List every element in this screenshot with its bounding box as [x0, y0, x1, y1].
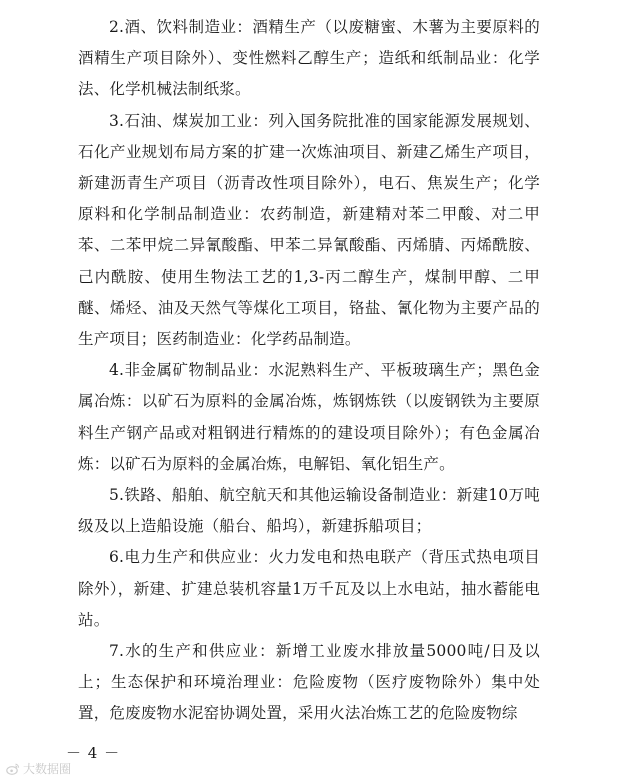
paragraph-item-6: 6.电力生产和供应业：火力发电和热电联产（背压式热电项目除外），新建、扩建总装机容量1万千瓦及以上水电站，抽水蓄能电站。 — [78, 548, 540, 629]
paragraph-item-5: 5.铁路、船舶、航空航天和其他运输设备制造业：新建10万吨级及以上造船设施（船台、船坞），新建拆船项目； — [78, 486, 540, 536]
page-number: － 4 － — [66, 744, 121, 762]
paragraph-item-7: 7.水的生产和供应业：新增工业废水排放量5000吨/日及以上；生态保护和环境治理业：危险废物（医疗废物除外）集中处置，危废废物水泥窑协调处置，采用火法冶炼工艺的危险废物综 — [78, 642, 540, 723]
weibo-logo-icon — [6, 762, 20, 776]
paragraph-item-3: 3.石油、煤炭加工业：列入国务院批准的国家能源发展规划、石化产业规划布局方案的扩建一次炼油项目、新建乙烯生产项目，新建沥青生产项目（沥青改性项目除外），电石、焦炭生产；化学原料和化学制品制造业：农药制造，新建精对苯二甲酸、对二甲苯、二苯甲烷二异氰酸酯、甲苯二异氰酸酯、丙烯腈、丙烯酰胺、己内酰胺、使用生物法工艺的1,3-丙二醇生产，煤制甲醇、二甲醚、烯烃、油及天然气等煤化工项目，铬盐、氰化物为主要产品的生产项目；医药制造业：化学药品制造。 — [78, 111, 540, 349]
paragraph-item-2: 2.酒、饮料制造业：酒精生产（以废糖蜜、木薯为主要原料的酒精生产项目除外）、变性燃料乙醇生产；造纸和纸制品业：化学法、化学机械法制纸浆。 — [78, 18, 540, 99]
document-body — [78, 12, 540, 730]
paragraph-item-4: 4.非金属矿物制品业：水泥熟料生产、平板玻璃生产；黑色金属冶炼：以矿石为原料的金属冶炼，炼钢炼铁（以废钢铁为主要原料生产钢产品或对粗钢进行精炼的的建设项目除外）；有色金属冶炼：以矿石为原料的金属冶炼，电解铝、氧化铝生产。 — [78, 361, 540, 473]
watermark-text: 大数据圈 — [23, 762, 72, 776]
watermark — [6, 761, 71, 777]
